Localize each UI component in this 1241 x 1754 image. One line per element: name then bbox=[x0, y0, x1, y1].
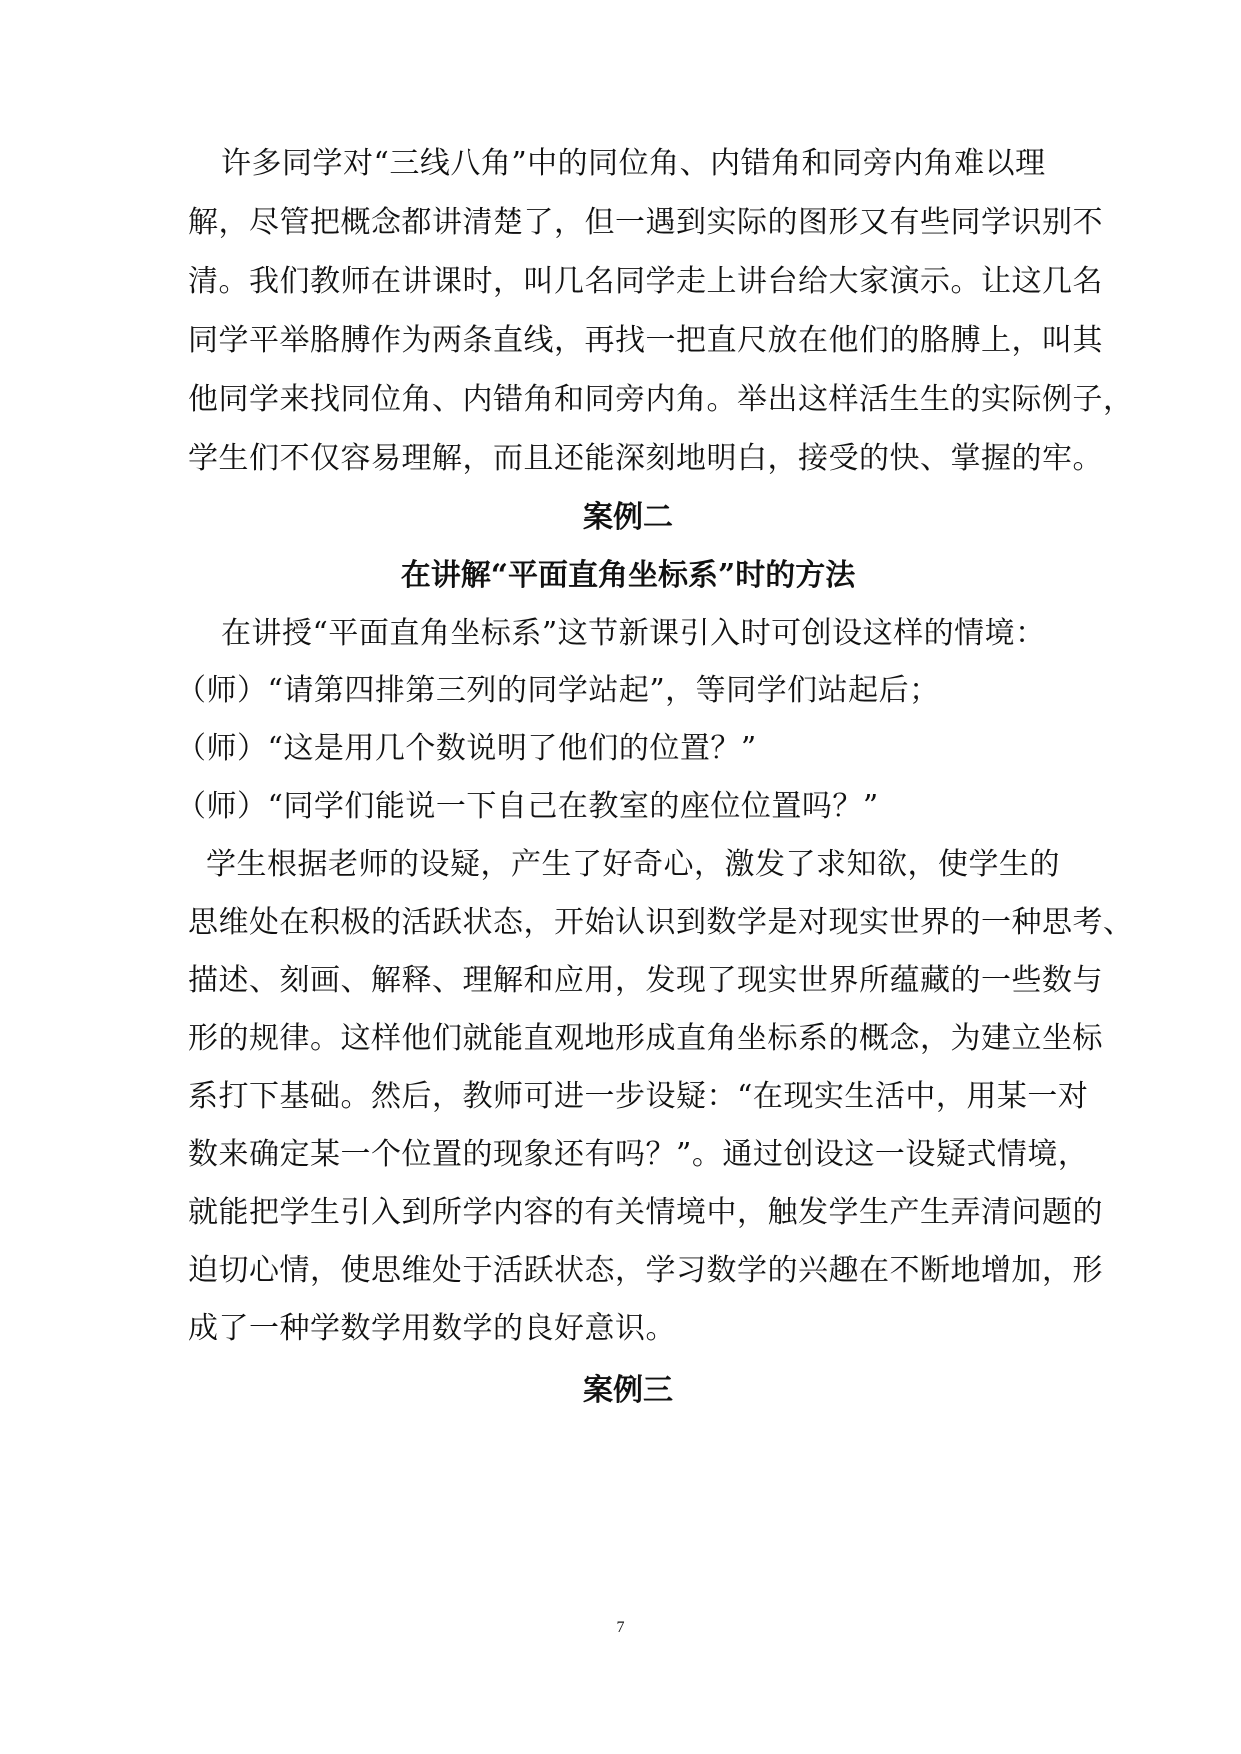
dialogue-line-3: （师）“同学们能说一下自己在教室的座位位置吗？” bbox=[176, 789, 879, 824]
paragraph-1-line-4: 同学平举胳膊作为两条直线，再找一把直尺放在他们的胳膊上，叫其 bbox=[188, 323, 1103, 358]
paragraph-2-line-4: 形的规律。这样他们就能直观地形成直角坐标系的概念，为建立坐标 bbox=[188, 1021, 1103, 1056]
paragraph-2-line-1: 学生根据老师的设疑，产生了好奇心，激发了求知欲，使学生的 bbox=[206, 847, 1060, 882]
paragraph-1-line-1: 许多同学对“三线八角”中的同位角、内错角和同旁内角难以理 bbox=[221, 146, 1046, 181]
paragraph-1-line-6: 学生们不仅容易理解，而且还能深刻地明白，接受的快、掌握的牢。 bbox=[188, 441, 1103, 476]
paragraph-2-line-3: 描述、刻画、解释、理解和应用，发现了现实世界所蕴藏的一些数与 bbox=[188, 963, 1103, 998]
paragraph-1-line-5: 他同学来找同位角、内错角和同旁内角。举出这样活生生的实际例子， bbox=[188, 382, 1134, 417]
paragraph-2-line-7: 就能把学生引入到所学内容的有关情境中，触发学生产生弄清问题的 bbox=[188, 1195, 1103, 1230]
paragraph-1-line-3: 清。我们教师在讲课时，叫几名同学走上讲台给大家演示。让这几名 bbox=[188, 264, 1103, 299]
paragraph-2-line-6: 数来确定某一个位置的现象还有吗？”。通过创设这一设疑式情境， bbox=[188, 1137, 1089, 1172]
paragraph-2-line-8: 迫切心情，使思维处于活跃状态，学习数学的兴趣在不断地增加，形 bbox=[188, 1253, 1103, 1288]
dialogue-line-2: （师）“这是用几个数说明了他们的位置？” bbox=[176, 731, 757, 766]
case-three-label: 案例三 bbox=[583, 1373, 673, 1408]
paragraph-2-line-9: 成了一种学数学用数学的良好意识。 bbox=[188, 1311, 676, 1346]
intro-line: 在讲授“平面直角坐标系”这节新课引入时可创设这样的情境： bbox=[221, 616, 1046, 651]
dialogue-line-1: （师）“请第四排第三列的同学站起”，等同学们站起后； bbox=[176, 673, 940, 708]
paragraph-2-line-2: 思维处在积极的活跃状态，开始认识到数学是对现实世界的一种思考、 bbox=[188, 905, 1134, 940]
case-two-title: 在讲解“平面直角坐标系”时的方法 bbox=[400, 558, 856, 593]
page-number: 7 bbox=[616, 1619, 625, 1636]
paragraph-2-line-5: 系打下基础。然后，教师可进一步设疑：“在现实生活中，用某一对 bbox=[188, 1079, 1089, 1114]
case-two-label: 案例二 bbox=[583, 500, 673, 535]
paragraph-1-line-2: 解，尽管把概念都讲清楚了，但一遇到实际的图形又有些同学识别不 bbox=[188, 205, 1103, 240]
